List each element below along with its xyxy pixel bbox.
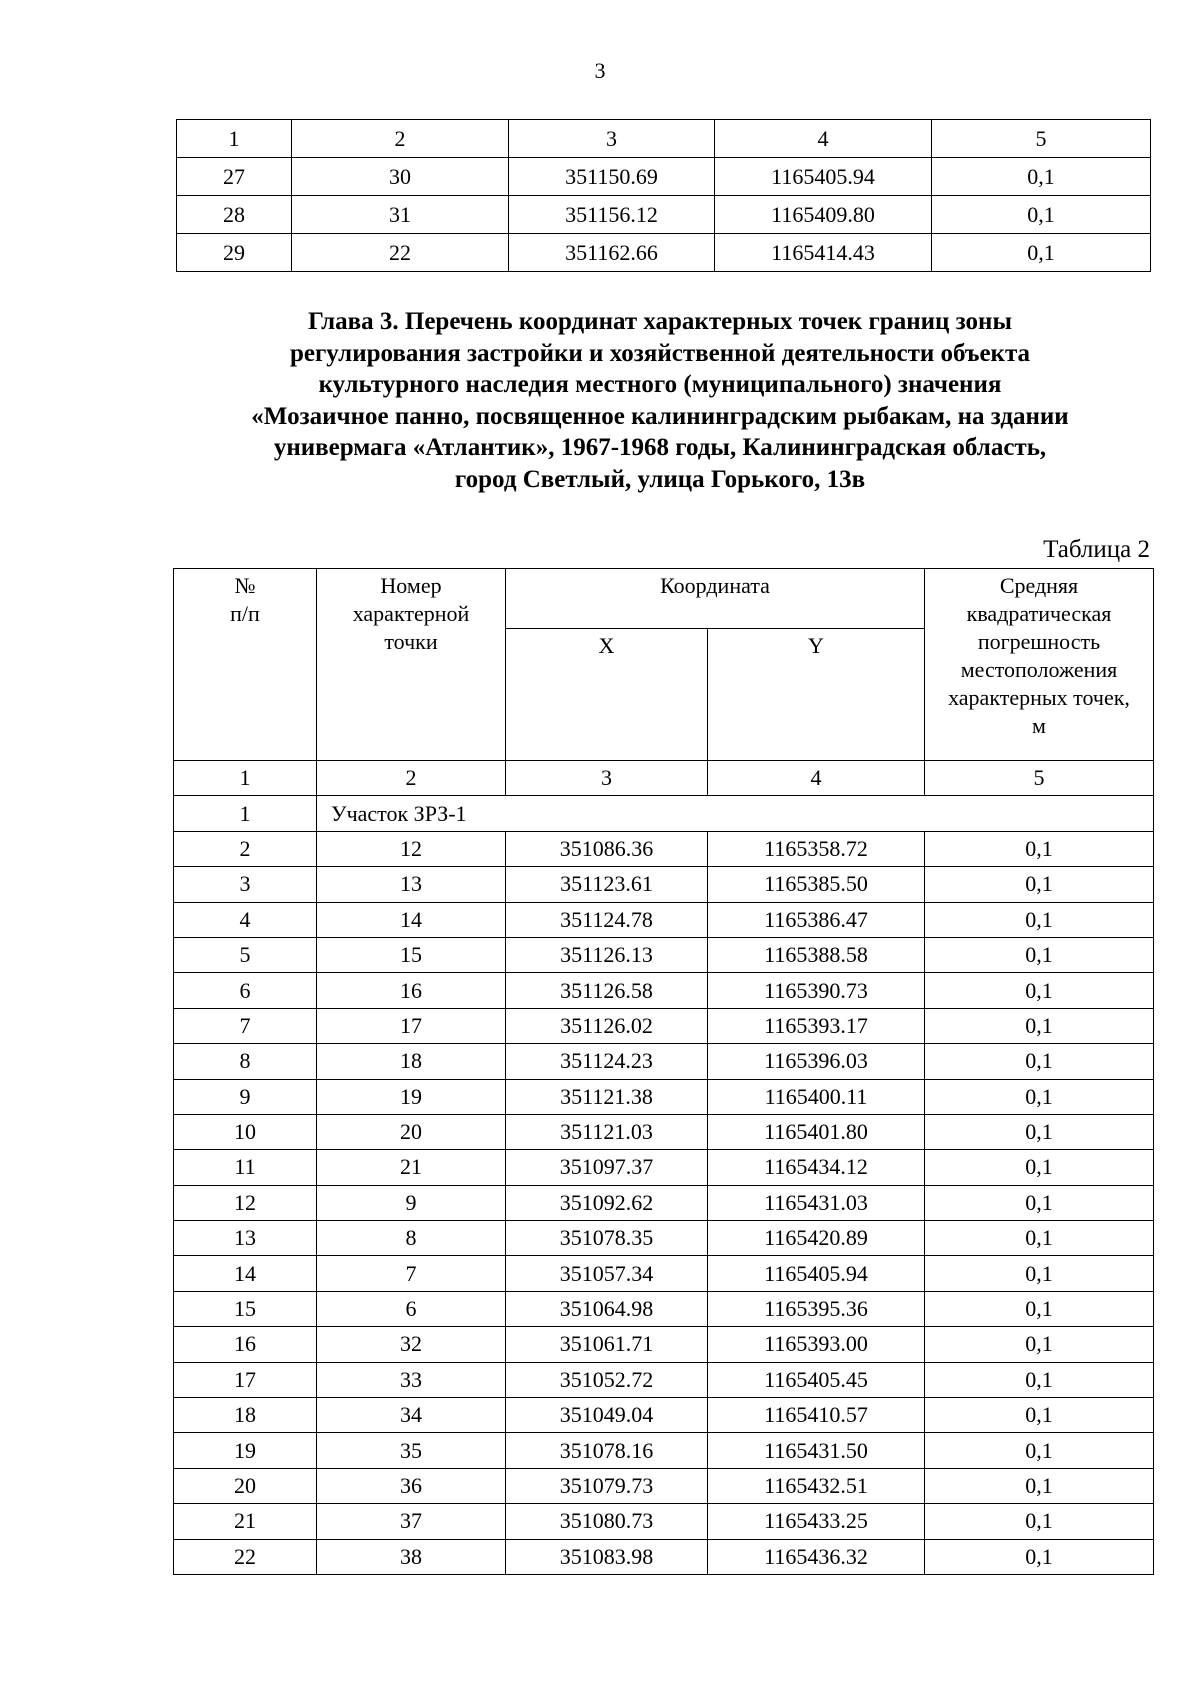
table-cell: 351092.62 <box>506 1185 708 1220</box>
table-cell: 0,1 <box>925 1362 1154 1397</box>
table-cell: 1165405.94 <box>708 1256 925 1291</box>
table-cell: 19 <box>174 1433 317 1468</box>
column-number-cell: 5 <box>925 761 1154 796</box>
table-cell: 1165431.03 <box>708 1185 925 1220</box>
table-cell: 28 <box>177 196 292 234</box>
table-cell: 29 <box>177 234 292 272</box>
table-cell: 0,1 <box>925 1468 1154 1503</box>
table-cell: 351124.78 <box>506 902 708 937</box>
table-cell: 0,1 <box>925 1433 1154 1468</box>
header-line: м <box>1032 713 1046 738</box>
table-cell: 13 <box>317 867 506 902</box>
table-cell: 3 <box>174 867 317 902</box>
table-cell: 34 <box>317 1398 506 1433</box>
table-body <box>174 831 1154 1574</box>
heading-line: культурного наследия местного (муниципального) значения <box>318 371 1002 398</box>
table-cell: 15 <box>317 937 506 972</box>
table-cell: 1165388.58 <box>708 937 925 972</box>
section-label: Участок ЗРЗ-1 <box>317 796 1154 831</box>
header-line: квадратическая <box>966 601 1112 626</box>
header-line: п/п <box>230 601 260 626</box>
header-cell: 4 <box>715 120 932 158</box>
table-cell: 0,1 <box>925 867 1154 902</box>
table-row <box>174 1150 1154 1185</box>
table-cell: 17 <box>317 1008 506 1043</box>
table-cell: 0,1 <box>925 1185 1154 1220</box>
table-cell: 351121.03 <box>506 1114 708 1149</box>
table-cell: 1165393.17 <box>708 1008 925 1043</box>
table-cell: 0,1 <box>925 1256 1154 1291</box>
table-cell: 351057.34 <box>506 1256 708 1291</box>
coordinates-table <box>173 568 1154 1575</box>
table-cell: 20 <box>317 1114 506 1149</box>
header-line: Номер <box>380 573 442 598</box>
table-cell: 19 <box>317 1079 506 1114</box>
table-cell: 32 <box>317 1327 506 1362</box>
table-header-row <box>174 569 1154 629</box>
table-cell: 1165358.72 <box>708 831 925 866</box>
table-cell: 1165401.80 <box>708 1114 925 1149</box>
header-cell-point-number <box>317 569 506 761</box>
header-line: характерной <box>352 601 470 626</box>
table-cell: 1165386.47 <box>708 902 925 937</box>
header-line: Средняя <box>999 573 1079 598</box>
table-cell: 1165390.73 <box>708 973 925 1008</box>
table-cell: 351080.73 <box>506 1504 708 1539</box>
table-cell: 7 <box>174 1008 317 1043</box>
table-caption: Таблица 2 <box>1043 536 1150 563</box>
table-cell: 9 <box>174 1079 317 1114</box>
table-cell: 1165431.50 <box>708 1433 925 1468</box>
table-cell: 1165396.03 <box>708 1044 925 1079</box>
table-cell: 0,1 <box>925 1539 1154 1574</box>
table-cell: 14 <box>317 902 506 937</box>
table-cell: 36 <box>317 1468 506 1503</box>
heading-line: Глава 3. Перечень координат характерных точек границ зоны <box>308 308 1012 335</box>
table-cell: 351162.66 <box>509 234 715 272</box>
table-cell: 8 <box>317 1221 506 1256</box>
table-cell: 0,1 <box>932 234 1151 272</box>
table-row <box>174 1433 1154 1468</box>
table-cell: 1165433.25 <box>708 1504 925 1539</box>
table-cell: 33 <box>317 1362 506 1397</box>
table-row <box>177 196 1151 234</box>
table-cell: 6 <box>317 1291 506 1326</box>
table-cell: 6 <box>174 973 317 1008</box>
table-cell: 351126.13 <box>506 937 708 972</box>
table-cell: 0,1 <box>925 1079 1154 1114</box>
table-cell: 38 <box>317 1539 506 1574</box>
table-cell: 351097.37 <box>506 1150 708 1185</box>
table-cell: 351079.73 <box>506 1468 708 1503</box>
table-cell: 351124.23 <box>506 1044 708 1079</box>
table-cell: 0,1 <box>925 1221 1154 1256</box>
table-cell: 14 <box>174 1256 317 1291</box>
table-cell: 351083.98 <box>506 1539 708 1574</box>
heading-line: универмага «Атлантик», 1967-1968 годы, Калининградская область, <box>273 434 1047 461</box>
header-line: погрешность <box>977 629 1101 654</box>
header-cell: 3 <box>509 120 715 158</box>
table-cell: 21 <box>174 1504 317 1539</box>
table-cell: 11 <box>174 1150 317 1185</box>
table-row <box>174 1362 1154 1397</box>
table-cell: 18 <box>174 1398 317 1433</box>
table-cell: 31 <box>292 196 509 234</box>
table-cell: 0,1 <box>925 1327 1154 1362</box>
table-cell: 22 <box>174 1539 317 1574</box>
column-number-cell: 2 <box>317 761 506 796</box>
table-cell: 1165436.32 <box>708 1539 925 1574</box>
column-number-cell: 3 <box>506 761 708 796</box>
table-cell: 16 <box>174 1327 317 1362</box>
table-cell: 351123.61 <box>506 867 708 902</box>
table-cell: 7 <box>317 1256 506 1291</box>
table-cell: 0,1 <box>925 1504 1154 1539</box>
table-cell: 35 <box>317 1433 506 1468</box>
table-cell: 0,1 <box>925 902 1154 937</box>
table-cell: 5 <box>174 937 317 972</box>
table-cell: 22 <box>292 234 509 272</box>
table-cell: 351078.35 <box>506 1221 708 1256</box>
table-cell: 2 <box>174 831 317 866</box>
table-cell: 1165405.94 <box>715 158 932 196</box>
table-cell: 351086.36 <box>506 831 708 866</box>
header-line: характерных точек, <box>948 685 1130 710</box>
table-cell: 1165393.00 <box>708 1327 925 1362</box>
table-cell: 0,1 <box>925 1008 1154 1043</box>
table-cell: 351078.16 <box>506 1433 708 1468</box>
table-cell: 30 <box>292 158 509 196</box>
header-cell-coordinate: Координата <box>506 569 925 629</box>
section-number: 1 <box>174 796 317 831</box>
table-cell: 0,1 <box>925 1398 1154 1433</box>
table-cell: 1165420.89 <box>708 1221 925 1256</box>
heading-line: регулирования застройки и хозяйственной деятельности объекта <box>289 339 1031 367</box>
table-cell: 16 <box>317 973 506 1008</box>
column-number-row <box>174 761 1154 796</box>
table-row <box>174 831 1154 866</box>
table-cell: 18 <box>317 1044 506 1079</box>
table-cell: 0,1 <box>925 973 1154 1008</box>
table-row <box>174 1256 1154 1291</box>
section-row <box>174 796 1154 831</box>
table-cell: 17 <box>174 1362 317 1397</box>
table-cell: 10 <box>174 1114 317 1149</box>
table-cell: 1165414.43 <box>715 234 932 272</box>
table-header-row <box>177 120 1151 158</box>
table-cell: 21 <box>317 1150 506 1185</box>
header-cell-x: X <box>506 629 708 761</box>
table-cell: 351064.98 <box>506 1291 708 1326</box>
table-cell: 1165400.11 <box>708 1079 925 1114</box>
table-cell: 0,1 <box>925 1044 1154 1079</box>
heading-line: город Светлый, улица Горького, 13в <box>454 465 866 493</box>
header-cell-index <box>174 569 317 761</box>
table-cell: 351126.02 <box>506 1008 708 1043</box>
header-cell: 5 <box>932 120 1151 158</box>
header-line: точки <box>384 629 438 654</box>
header-cell-y: Y <box>708 629 925 761</box>
table-cell: 20 <box>174 1468 317 1503</box>
table-cell: 0,1 <box>925 1291 1154 1326</box>
table-cell: 0,1 <box>932 158 1151 196</box>
table-cell: 351150.69 <box>509 158 715 196</box>
table-cell: 1165409.80 <box>715 196 932 234</box>
table-row <box>174 1291 1154 1326</box>
header-line: № <box>234 573 256 598</box>
table-cell: 0,1 <box>925 1150 1154 1185</box>
table-row <box>174 1539 1154 1574</box>
table-row <box>174 867 1154 902</box>
table-cell: 8 <box>174 1044 317 1079</box>
header-cell: 1 <box>177 120 292 158</box>
table-cell: 0,1 <box>925 937 1154 972</box>
coordinates-table-continued <box>176 119 1151 272</box>
table-cell: 0,1 <box>932 196 1151 234</box>
table-cell: 1165385.50 <box>708 867 925 902</box>
column-number-cell: 1 <box>174 761 317 796</box>
header-line: местоположения <box>960 657 1118 682</box>
header-cell-error <box>925 569 1154 761</box>
table-row <box>174 1221 1154 1256</box>
table-row <box>174 1327 1154 1362</box>
table-row <box>174 937 1154 972</box>
table-cell: 0,1 <box>925 831 1154 866</box>
table-row <box>174 1468 1154 1503</box>
table-cell: 9 <box>317 1185 506 1220</box>
table-cell: 27 <box>177 158 292 196</box>
table-row <box>174 1114 1154 1149</box>
table-row <box>174 1044 1154 1079</box>
table-row <box>174 902 1154 937</box>
heading-line: «Мозаичное панно, посвященное калининградским рыбакам, на здании <box>251 402 1069 430</box>
table-row <box>174 1504 1154 1539</box>
table-row <box>174 973 1154 1008</box>
table-row <box>174 1079 1154 1114</box>
table-row <box>174 1008 1154 1043</box>
table-cell: 12 <box>317 831 506 866</box>
table-row <box>177 234 1151 272</box>
table-row <box>177 158 1151 196</box>
table-cell: 37 <box>317 1504 506 1539</box>
table-cell: 12 <box>174 1185 317 1220</box>
table-cell: 351061.71 <box>506 1327 708 1362</box>
table-cell: 351156.12 <box>509 196 715 234</box>
table-cell: 1165432.51 <box>708 1468 925 1503</box>
table-cell: 13 <box>174 1221 317 1256</box>
table-row <box>174 1398 1154 1433</box>
table-cell: 15 <box>174 1291 317 1326</box>
table-cell: 1165405.45 <box>708 1362 925 1397</box>
table-cell: 0,1 <box>925 1114 1154 1149</box>
table-cell: 4 <box>174 902 317 937</box>
header-cell: 2 <box>292 120 509 158</box>
table-cell: 1165395.36 <box>708 1291 925 1326</box>
table-cell: 351126.58 <box>506 973 708 1008</box>
column-number-cell: 4 <box>708 761 925 796</box>
table-row <box>174 1185 1154 1220</box>
table-cell: 351121.38 <box>506 1079 708 1114</box>
table-cell: 1165410.57 <box>708 1398 925 1433</box>
chapter-heading <box>130 306 1190 495</box>
table-cell: 351052.72 <box>506 1362 708 1397</box>
table-cell: 1165434.12 <box>708 1150 925 1185</box>
table-cell: 351049.04 <box>506 1398 708 1433</box>
page-number: 3 <box>594 58 606 83</box>
